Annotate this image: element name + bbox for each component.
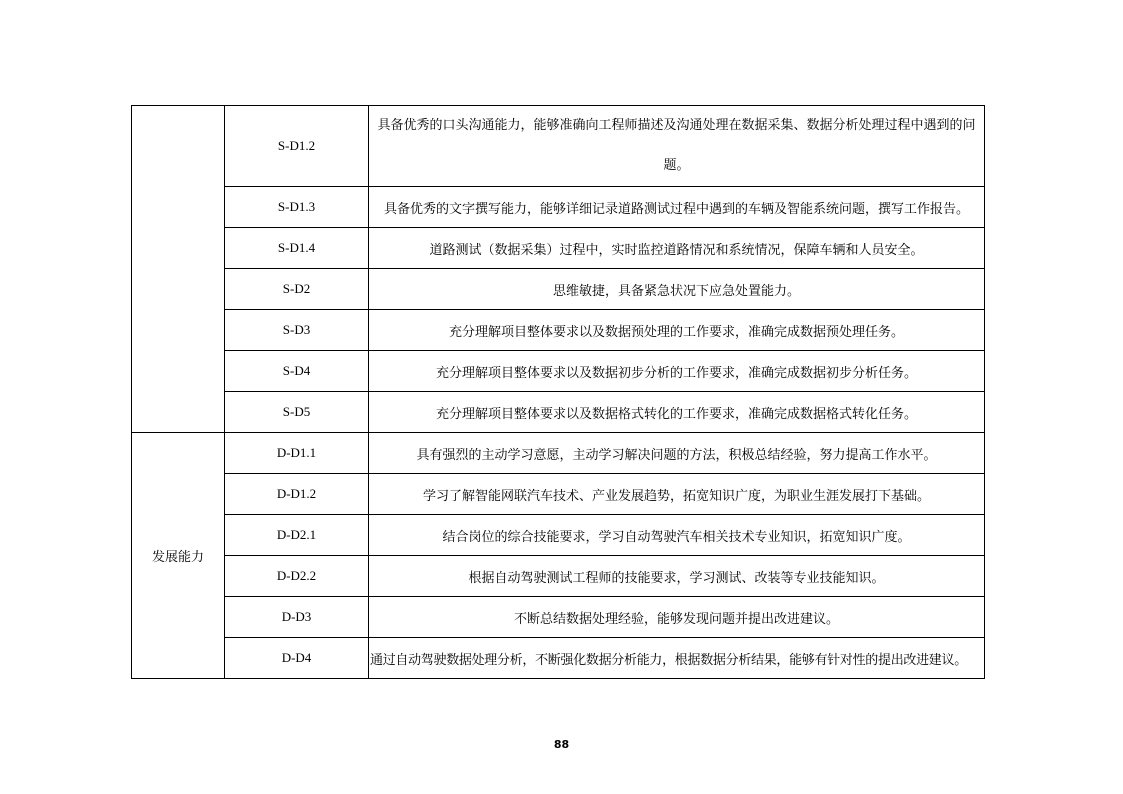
code-cell: D-D1.2: [225, 474, 369, 515]
table-row: [132, 515, 985, 556]
table-row: [132, 187, 985, 228]
description-cell: 充分理解项目整体要求以及数据格式转化的工作要求，准确完成数据格式转化任务。: [369, 392, 985, 433]
description-cell: 充分理解项目整体要求以及数据初步分析的工作要求，准确完成数据初步分析任务。: [369, 351, 985, 392]
description-cell: 具有强烈的主动学习意愿，主动学习解决问题的方法，积极总结经验，努力提高工作水平。: [369, 433, 985, 474]
table-row: [132, 228, 985, 269]
code-cell: S-D5: [225, 392, 369, 433]
description-cell: 道路测试（数据采集）过程中，实时监控道路情况和系统情况，保障车辆和人员安全。: [369, 228, 985, 269]
code-cell: S-D3: [225, 310, 369, 351]
page-number: 88: [553, 738, 570, 751]
code-cell: D-D3: [225, 597, 369, 638]
description-cell: 具备优秀的口头沟通能力，能够准确向工程师描述及沟通处理在数据采集、数据分析处理过程中遇到的问题。: [369, 106, 985, 187]
table-row: [132, 310, 985, 351]
table-row: [132, 106, 985, 187]
description-cell: 结合岗位的综合技能要求，学习自动驾驶汽车相关技术专业知识，拓宽知识广度。: [369, 515, 985, 556]
code-cell: S-D4: [225, 351, 369, 392]
description-cell: 充分理解项目整体要求以及数据预处理的工作要求，准确完成数据预处理任务。: [369, 310, 985, 351]
code-cell: D-D4: [225, 638, 369, 679]
description-cell: 根据自动驾驶测试工程师的技能要求，学习测试、改装等专业技能知识。: [369, 556, 985, 597]
table-row: [132, 269, 985, 310]
table-row: [132, 474, 985, 515]
description-cell: 不断总结数据处理经验，能够发现问题并提出改进建议。: [369, 597, 985, 638]
description-cell: 思维敏捷，具备紧急状况下应急处置能力。: [369, 269, 985, 310]
category-cell: [132, 106, 225, 433]
code-cell: D-D2.1: [225, 515, 369, 556]
table-row: [132, 638, 985, 679]
table-row: [132, 556, 985, 597]
table-row: [132, 433, 985, 474]
description-cell: 具备优秀的文字撰写能力，能够详细记录道路测试过程中遇到的车辆及智能系统问题，撰写工作报告。: [369, 187, 985, 228]
code-cell: S-D1.2: [225, 106, 369, 187]
table-row: [132, 597, 985, 638]
competency-table: [131, 105, 985, 679]
code-cell: S-D1.4: [225, 228, 369, 269]
code-cell: S-D1.3: [225, 187, 369, 228]
description-cell: 通过自动驾驶数据处理分析，不断强化数据分析能力，根据数据分析结果，能够有针对性的提出改进建议。: [369, 638, 985, 679]
category-cell: 发展能力: [132, 433, 225, 679]
code-cell: D-D1.1: [225, 433, 369, 474]
table-row: [132, 392, 985, 433]
code-cell: D-D2.2: [225, 556, 369, 597]
table-row: [132, 351, 985, 392]
code-cell: S-D2: [225, 269, 369, 310]
description-cell: 学习了解智能网联汽车技术、产业发展趋势，拓宽知识广度，为职业生涯发展打下基础。: [369, 474, 985, 515]
